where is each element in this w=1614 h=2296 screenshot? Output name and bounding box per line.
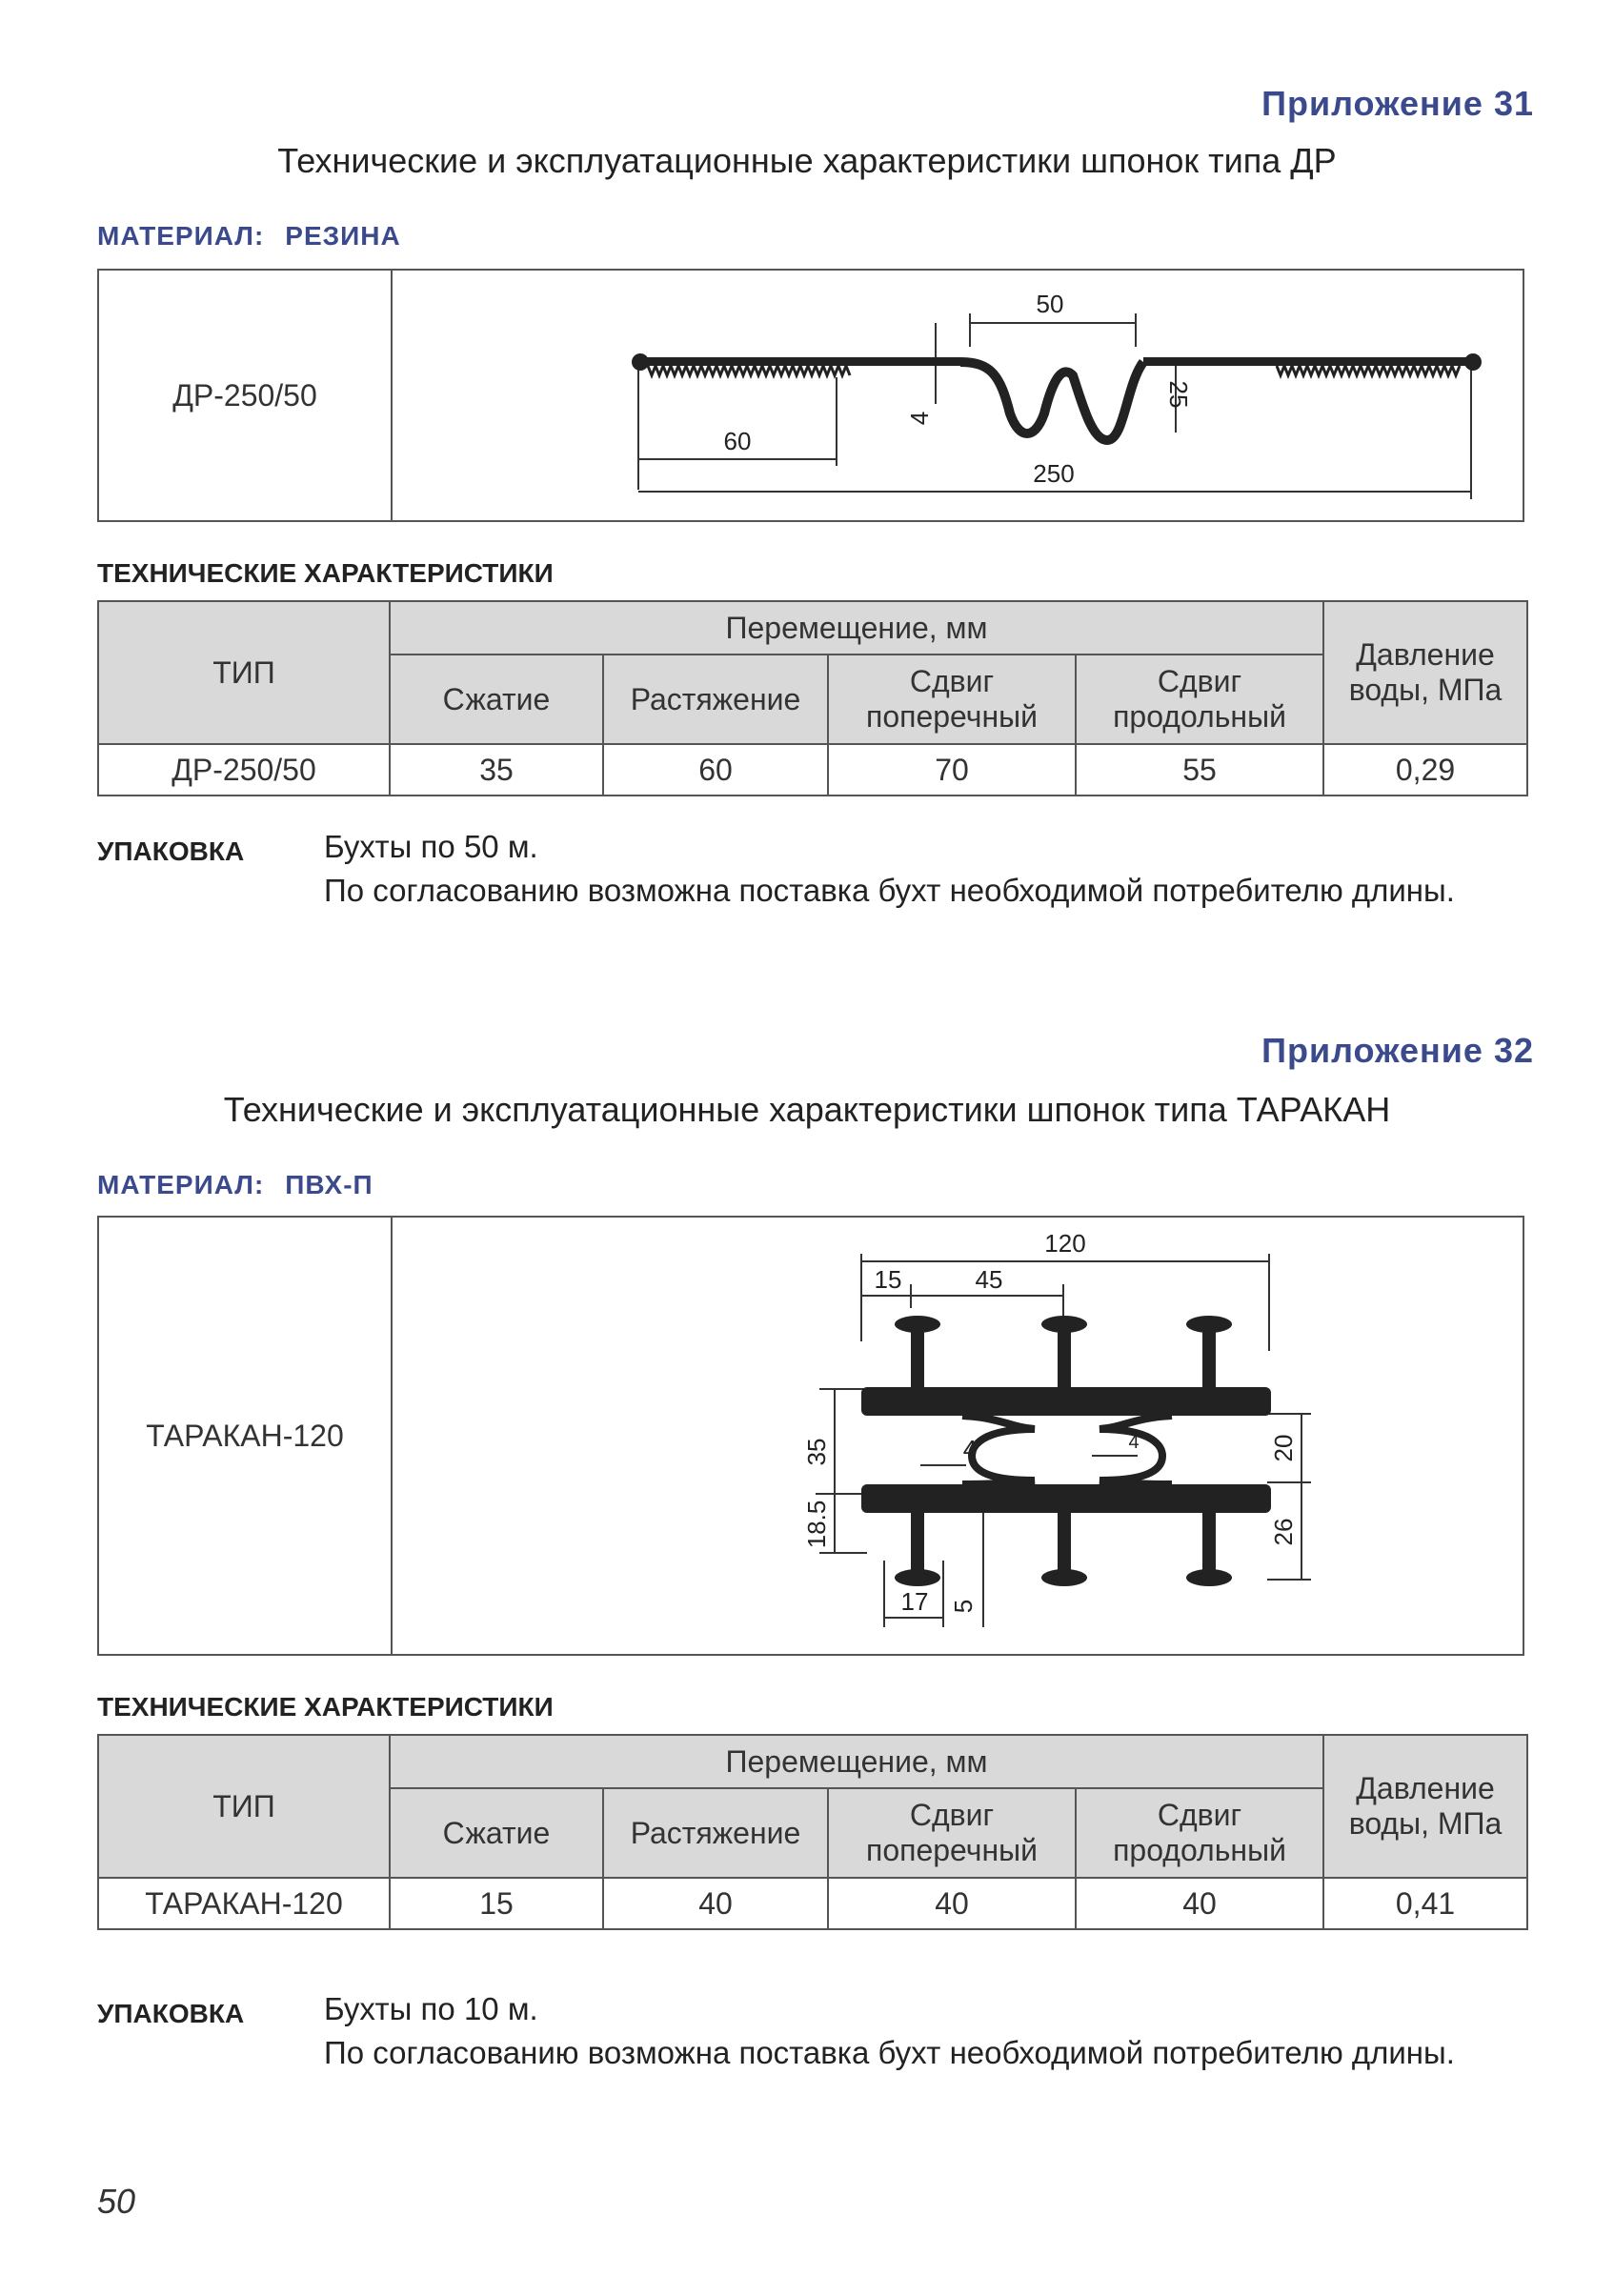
dr-250-50-profile-drawing xyxy=(391,271,1524,520)
cell-tension: 40 xyxy=(603,1878,828,1929)
dim-4: 4 xyxy=(905,411,934,426)
header-longitudinal-shift: Сдвиг продольный xyxy=(1076,1788,1323,1878)
header-type: ТИП xyxy=(98,1735,390,1878)
dim-60: 60 xyxy=(723,427,752,455)
pack-text-32 xyxy=(324,1987,1455,2075)
material-line-32 xyxy=(97,1170,373,1200)
dim-5: 5 xyxy=(949,1599,978,1614)
dim-35: 35 xyxy=(802,1438,831,1466)
dim-120: 120 xyxy=(1044,1229,1086,1258)
appendix-32-label: Приложение 32 xyxy=(1261,1031,1534,1070)
appendix-31-label: Приложение 31 xyxy=(1261,84,1534,123)
cell-pressure: 0,41 xyxy=(1323,1878,1527,1929)
header-tension: Растяжение xyxy=(603,1788,828,1878)
pack-line-2: По согласованию возможна поставка бухт необходимой потребителю длины. xyxy=(324,2035,1455,2070)
table-row xyxy=(98,1878,1527,1929)
table-row xyxy=(98,744,1527,796)
drawing-name: ТАРАКАН-120 xyxy=(99,1218,393,1654)
spec-table-31 xyxy=(97,600,1528,796)
material-value: ПВХ-П xyxy=(285,1170,373,1199)
drawing-box-32 xyxy=(97,1216,1524,1656)
header-pressure: Давление воды, МПа xyxy=(1323,601,1527,744)
pack-label-32: УПАКОВКА xyxy=(97,1999,245,2028)
dim-250: 250 xyxy=(1033,459,1075,488)
header-movement: Перемещение, мм xyxy=(390,1735,1323,1788)
cell-longitudinal-shift: 55 xyxy=(1076,744,1323,796)
dim-45: 45 xyxy=(975,1265,1003,1294)
material-label: МАТЕРИАЛ: xyxy=(97,1170,265,1199)
cell-compression: 15 xyxy=(390,1878,603,1929)
dim-15: 15 xyxy=(874,1265,902,1294)
tech-label-32: ТЕХНИЧЕСКИЕ ХАРАКТЕРИСТИКИ xyxy=(97,1692,554,1722)
spec-table-32 xyxy=(97,1734,1528,1930)
pack-text-31 xyxy=(324,825,1455,913)
cell-type: ДР-250/50 xyxy=(98,744,390,796)
header-longitudinal-shift: Сдвиг продольный xyxy=(1076,655,1323,744)
header-transverse-shift: Сдвиг поперечный xyxy=(828,655,1076,744)
dim-26: 26 xyxy=(1269,1518,1298,1546)
dim-4-left: 4 xyxy=(962,1435,978,1463)
tech-label-31: ТЕХНИЧЕСКИЕ ХАРАКТЕРИСТИКИ xyxy=(97,558,554,588)
dim-25: 25 xyxy=(1164,380,1193,409)
dim-50: 50 xyxy=(1036,290,1064,318)
cell-type: ТАРАКАН-120 xyxy=(98,1878,390,1929)
tarakan-120-profile-drawing xyxy=(391,1218,1524,1654)
header-pressure: Давление воды, МПа xyxy=(1323,1735,1527,1878)
header-tension: Растяжение xyxy=(603,655,828,744)
pack-label-31: УПАКОВКА xyxy=(97,836,245,866)
drawing-name: ДР-250/50 xyxy=(99,271,393,520)
dim-18-5: 18.5 xyxy=(802,1500,831,1549)
header-movement: Перемещение, мм xyxy=(390,601,1323,655)
material-label: МАТЕРИАЛ: xyxy=(97,221,265,251)
cell-longitudinal-shift: 40 xyxy=(1076,1878,1323,1929)
header-compression: Сжатие xyxy=(390,655,603,744)
pack-line-1: Бухты по 10 м. xyxy=(324,1991,538,2026)
cell-compression: 35 xyxy=(390,744,603,796)
cell-transverse-shift: 70 xyxy=(828,744,1076,796)
material-value: РЕЗИНА xyxy=(285,221,401,251)
header-type: ТИП xyxy=(98,601,390,744)
dim-4-right: 4 xyxy=(1128,1432,1140,1453)
header-transverse-shift: Сдвиг поперечный xyxy=(828,1788,1076,1878)
cell-transverse-shift: 40 xyxy=(828,1878,1076,1929)
pack-line-2: По согласованию возможна поставка бухт необходимой потребителю длины. xyxy=(324,873,1455,908)
cell-pressure: 0,29 xyxy=(1323,744,1527,796)
dim-17: 17 xyxy=(900,1587,929,1616)
cell-tension: 60 xyxy=(603,744,828,796)
header-compression: Сжатие xyxy=(390,1788,603,1878)
dim-20: 20 xyxy=(1269,1434,1298,1462)
appendix-31-title: Технические и эксплуатационные характеристики шпонок типа ДР xyxy=(277,141,1337,180)
appendix-32-title: Технические и эксплуатационные характеристики шпонок типа ТАРАКАН xyxy=(223,1090,1391,1129)
pack-line-1: Бухты по 50 м. xyxy=(324,829,538,864)
drawing-box-31 xyxy=(97,269,1524,522)
page-number: 50 xyxy=(97,2182,136,2221)
material-line-31 xyxy=(97,221,401,252)
